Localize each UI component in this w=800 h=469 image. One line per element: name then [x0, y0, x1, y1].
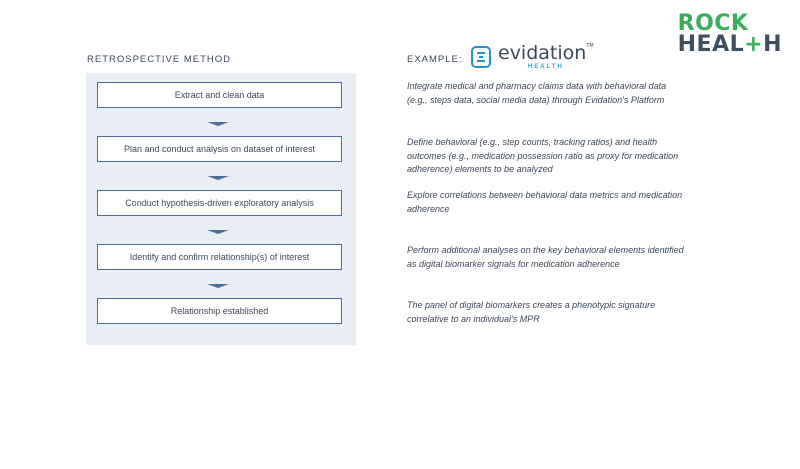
logo-plus: +: [744, 31, 764, 57]
trademark: TM: [586, 43, 594, 49]
description-2: Define behavioral (e.g., step counts, tracking ratios) and health outcomes (e.g., medication possession ratio as proxy for medication adherence) elements to be analyzed: [407, 137, 679, 174]
description-5: The panel of digital biomarkers creates a phenotypic signature correlative to an individual's MPR: [407, 300, 656, 324]
method-title: RETROSPECTIVE METHOD: [87, 54, 232, 65]
logo-line-2-a: HEAL: [677, 31, 745, 57]
evidation-logo: [471, 44, 594, 70]
logo-line-2: [677, 31, 782, 57]
logo-line-2-b: H: [763, 31, 782, 57]
step-hypothesis: Conduct hypothesis-driven exploratory analysis: [97, 190, 342, 216]
step-plan: Plan and conduct analysis on dataset of interest: [97, 136, 342, 162]
description-1: Integrate medical and pharmacy claims data with behavioral data (e.g., steps data, social media data) through Evidation's Platform: [407, 81, 667, 105]
logo-line-1: ROCK: [677, 11, 749, 36]
rock-health-logo: [677, 11, 782, 57]
down-arrow-icon: [207, 176, 229, 180]
step-extract: Extract and clean data: [97, 82, 342, 108]
evidation-name: evidation™: [498, 42, 594, 64]
example-label: EXAMPLE:: [407, 54, 463, 65]
evidation-logo-icon: [471, 46, 491, 68]
method-panel: [86, 73, 356, 345]
description-3: Explore correlations between behavioral data metrics and medication adherence: [407, 190, 683, 214]
step-identify: Identify and confirm relationship(s) of interest: [97, 244, 342, 270]
down-arrow-icon: [207, 122, 229, 126]
down-arrow-icon: [207, 230, 229, 234]
evidation-sub: HEALTH: [527, 64, 564, 70]
step-established: Relationship established: [97, 298, 342, 324]
description-4: Perform additional analyses on the key behavioral elements identified as digital biomarker signals for medication adherence: [407, 245, 684, 269]
down-arrow-icon: [207, 284, 229, 288]
